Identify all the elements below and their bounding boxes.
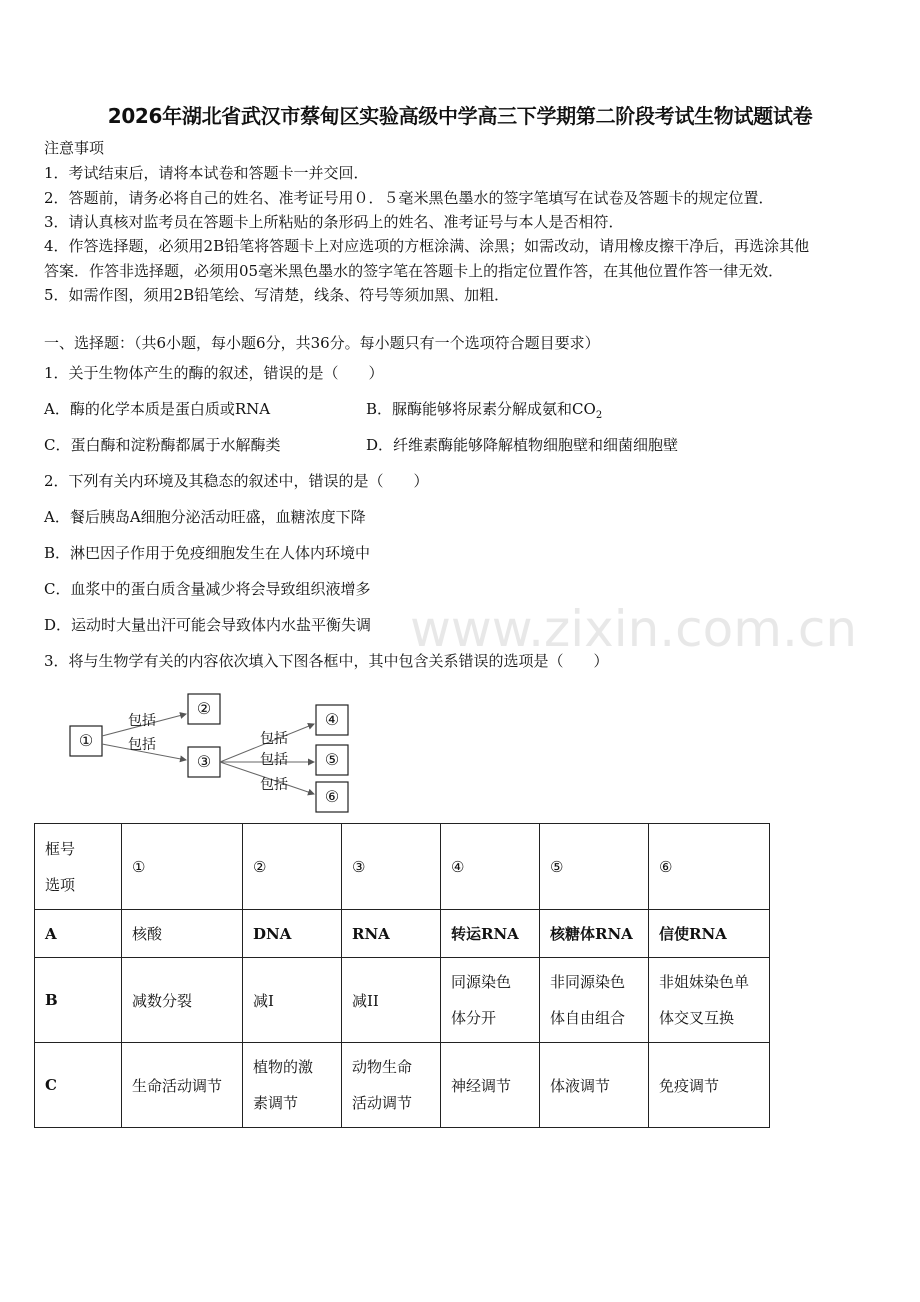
q1-option-d: D．纤维素酶能够降解植物细胞壁和细菌细胞壁: [366, 436, 679, 454]
table-cell: DNA: [243, 910, 342, 958]
q2-option-a: A．餐后胰岛A细胞分泌活动旺盛，血糖浓度下降: [44, 508, 366, 526]
table-cell: 免疫调节: [649, 1043, 770, 1128]
notice-item: 5．如需作图，须用2B铅笔绘、写清楚，线条、符号等须加黑、加粗．: [44, 286, 510, 304]
edge-label: 包括: [128, 713, 156, 729]
q2-option-c: C．血浆中的蛋白质含量减少将会导致组织液增多: [44, 580, 371, 598]
q1-option-b: B．脲酶能够将尿素分解成氨和$CO_2$: [366, 400, 603, 421]
diagram-label-3: ③: [196, 752, 212, 771]
column-header: ⑥: [649, 824, 770, 910]
table-cell: 植物的激 素调节: [243, 1043, 342, 1128]
column-header: ⑤: [540, 824, 649, 910]
table-cell: 同源染色 体分开: [441, 958, 540, 1043]
page-title: 2026年湖北省武汉市蔡甸区实验高级中学高三下学期第二阶段考试生物试题试卷: [107, 104, 813, 128]
table-cell: 神经调节: [441, 1043, 540, 1128]
table-cell: 核糖体RNA: [540, 910, 649, 958]
header-corner-bottom: 选项: [45, 875, 76, 894]
notice-item: 4．作答选择题，必须用2B铅笔将答题卡上对应选项的方框涂满、涂黑；如需改动，请用橡皮擦干净后，再选涂其他: [44, 237, 810, 255]
table-cell: 生命活动调节: [122, 1043, 243, 1128]
table-cell: 转运RNA: [441, 910, 540, 958]
edge-label: 包括: [260, 752, 288, 768]
question-2-stem: 2．下列有关内环境及其稳态的叙述中，错误的是（ ）: [44, 472, 429, 490]
q1-option-c: C．蛋白酶和淀粉酶都属于水解酶类: [44, 436, 281, 454]
q1-option-a: A．酶的化学本质是蛋白质或RNA: [44, 400, 271, 418]
row-label: C: [35, 1043, 122, 1128]
table-row: [35, 1043, 770, 1128]
column-header: ③: [342, 824, 441, 910]
diagram-label-5: ⑤: [324, 750, 340, 769]
diagram-label-4: ④: [324, 710, 340, 729]
header-corner-cell: [35, 824, 122, 910]
notice-heading: 注意事项: [44, 139, 105, 157]
table-cell: RNA: [342, 910, 441, 958]
row-label: B: [35, 958, 122, 1043]
question-3-stem: 3．将与生物学有关的内容依次填入下图各框中，其中包含关系错误的选项是（ ）: [44, 652, 609, 670]
q2-option-b: B．淋巴因子作用于免疫细胞发生在人体内环境中: [44, 544, 371, 562]
table-cell: 减I: [243, 958, 342, 1043]
table-cell: 减数分裂: [122, 958, 243, 1043]
concept-diagram: [60, 690, 360, 815]
edge-label: 包括: [260, 731, 288, 747]
table-row: [35, 910, 770, 958]
watermark: www.zixin.com.cn: [410, 600, 858, 658]
table-cell: 减II: [342, 958, 441, 1043]
table-cell: 动物生命 活动调节: [342, 1043, 441, 1128]
diagram-label-6: ⑥: [324, 787, 340, 806]
table-cell: 非同源染色 体自由组合: [540, 958, 649, 1043]
q2-option-d: D．运动时大量出汗可能会导致体内水盐平衡失调: [44, 616, 372, 634]
row-label: A: [35, 910, 122, 958]
table-cell: 体液调节: [540, 1043, 649, 1128]
table-header-row: [35, 824, 770, 910]
header-corner-top: 框号: [45, 839, 76, 858]
table-cell: 信使RNA: [649, 910, 770, 958]
notice-item: 3．请认真核对监考员在答题卡上所粘贴的条形码上的姓名、准考证号与本人是否相符．: [44, 213, 624, 231]
options-table: [34, 823, 770, 1128]
table-row: [35, 958, 770, 1043]
table-cell: 非姐妹染色单 体交叉互换: [649, 958, 770, 1043]
diagram-label-2: ②: [196, 699, 212, 718]
table-cell: 核酸: [122, 910, 243, 958]
edge-label: 包括: [128, 737, 156, 753]
column-header: ①: [122, 824, 243, 910]
column-header: ②: [243, 824, 342, 910]
notice-item: 2．答题前，请务必将自己的姓名、准考证号用０．５毫米黑色墨水的签字笔填写在试卷及答题卡的规定位置．: [44, 189, 774, 207]
notice-item: 1．考试结束后，请将本试卷和答题卡一并交回．: [44, 164, 369, 182]
diagram-label-1: ①: [78, 731, 94, 750]
edge-label: 包括: [260, 777, 288, 793]
question-1-stem: 1．关于生物体产生的酶的叙述，错误的是（ ）: [44, 364, 384, 382]
section-heading: 一、选择题：（共6小题，每小题6分，共36分。每小题只有一个选项符合题目要求）: [44, 334, 600, 352]
column-header: ④: [441, 824, 540, 910]
notice-item: 答案．作答非选择题，必须用05毫米黑色墨水的签字笔在答题卡上的指定位置作答，在其他位置作答一律无效．: [44, 262, 784, 280]
